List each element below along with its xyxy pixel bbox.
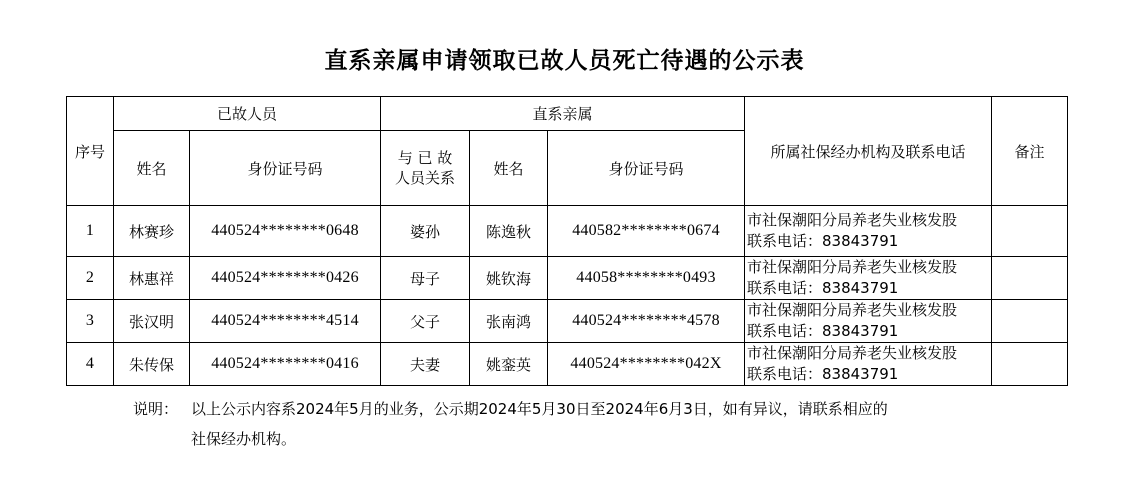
- agency-name: 市社保潮阳分局养老失业核发股: [747, 258, 958, 276]
- header-relation-line1: 与 已 故: [397, 149, 453, 167]
- cell-relative-name: 张南鸿: [470, 300, 548, 343]
- table-row: [67, 257, 1068, 300]
- note-text-2: 社保经办机构。: [191, 430, 297, 448]
- cell-seq: 4: [67, 343, 114, 386]
- cell-remarks: [992, 206, 1068, 257]
- cell-deceased-name: 朱传保: [114, 343, 190, 386]
- agency-phone: 联系电话：83843791: [747, 279, 899, 297]
- cell-deceased-name: 林惠祥: [114, 257, 190, 300]
- cell-relative-id: 440582********0674: [548, 206, 745, 257]
- cell-relative-name: 姚銮英: [470, 343, 548, 386]
- header-agency: 所属社保经办机构及联系电话: [745, 97, 992, 206]
- agency-name: 市社保潮阳分局养老失业核发股: [747, 344, 958, 362]
- cell-seq: 1: [67, 206, 114, 257]
- agency-phone: 联系电话：83843791: [747, 232, 899, 250]
- cell-seq: 3: [67, 300, 114, 343]
- table-row: [67, 300, 1068, 343]
- agency-phone: 联系电话：83843791: [747, 322, 899, 340]
- cell-relation: 母子: [381, 257, 470, 300]
- header-row-group: [67, 97, 1068, 131]
- header-relation: [381, 131, 470, 206]
- cell-relation: 婆孙: [381, 206, 470, 257]
- header-deceased-group: 已故人员: [114, 97, 381, 131]
- cell-remarks: [992, 257, 1068, 300]
- header-remarks: 备注: [992, 97, 1068, 206]
- cell-deceased-name: 张汉明: [114, 300, 190, 343]
- cell-agency: [745, 343, 992, 386]
- cell-agency: [745, 206, 992, 257]
- cell-remarks: [992, 300, 1068, 343]
- cell-relative-id: 440524********042X: [548, 343, 745, 386]
- header-deceased-id: 身份证号码: [190, 131, 381, 206]
- cell-relative-id: 44058********0493: [548, 257, 745, 300]
- cell-relation: 父子: [381, 300, 470, 343]
- note-label: 说明：: [133, 400, 179, 418]
- cell-relation: 夫妻: [381, 343, 470, 386]
- cell-deceased-name: 林赛珍: [114, 206, 190, 257]
- header-relation-line2: 人员关系: [394, 169, 455, 187]
- header-seq: 序号: [67, 97, 114, 206]
- header-relative-id: 身份证号码: [548, 131, 745, 206]
- agency-name: 市社保潮阳分局养老失业核发股: [747, 301, 958, 319]
- cell-remarks: [992, 343, 1068, 386]
- cell-agency: [745, 300, 992, 343]
- notice-explanation: [133, 394, 888, 454]
- notice-table: [66, 96, 1068, 386]
- agency-name: 市社保潮阳分局养老失业核发股: [747, 211, 958, 229]
- agency-phone: 联系电话：83843791: [747, 365, 899, 383]
- cell-relative-name: 陈逸秋: [470, 206, 548, 257]
- cell-agency: [745, 257, 992, 300]
- cell-deceased-id: 440524********0416: [190, 343, 381, 386]
- table-row: [67, 343, 1068, 386]
- header-deceased-name: 姓名: [114, 131, 190, 206]
- header-relative-name: 姓名: [470, 131, 548, 206]
- cell-relative-id: 440524********4578: [548, 300, 745, 343]
- note-text-1: 以上公示内容系2024年5月的业务，公示期2024年5月30日至2024年6月3日，如有异议，请联系相应的: [191, 400, 888, 418]
- cell-deceased-id: 440524********0426: [190, 257, 381, 300]
- header-relative-group: 直系亲属: [381, 97, 745, 131]
- table-row: [67, 206, 1068, 257]
- cell-deceased-id: 440524********4514: [190, 300, 381, 343]
- note-line-1: [133, 394, 888, 424]
- page-title: 直系亲属申请领取已故人员死亡待遇的公示表: [324, 48, 805, 74]
- cell-deceased-id: 440524********0648: [190, 206, 381, 257]
- cell-relative-name: 姚钦海: [470, 257, 548, 300]
- cell-seq: 2: [67, 257, 114, 300]
